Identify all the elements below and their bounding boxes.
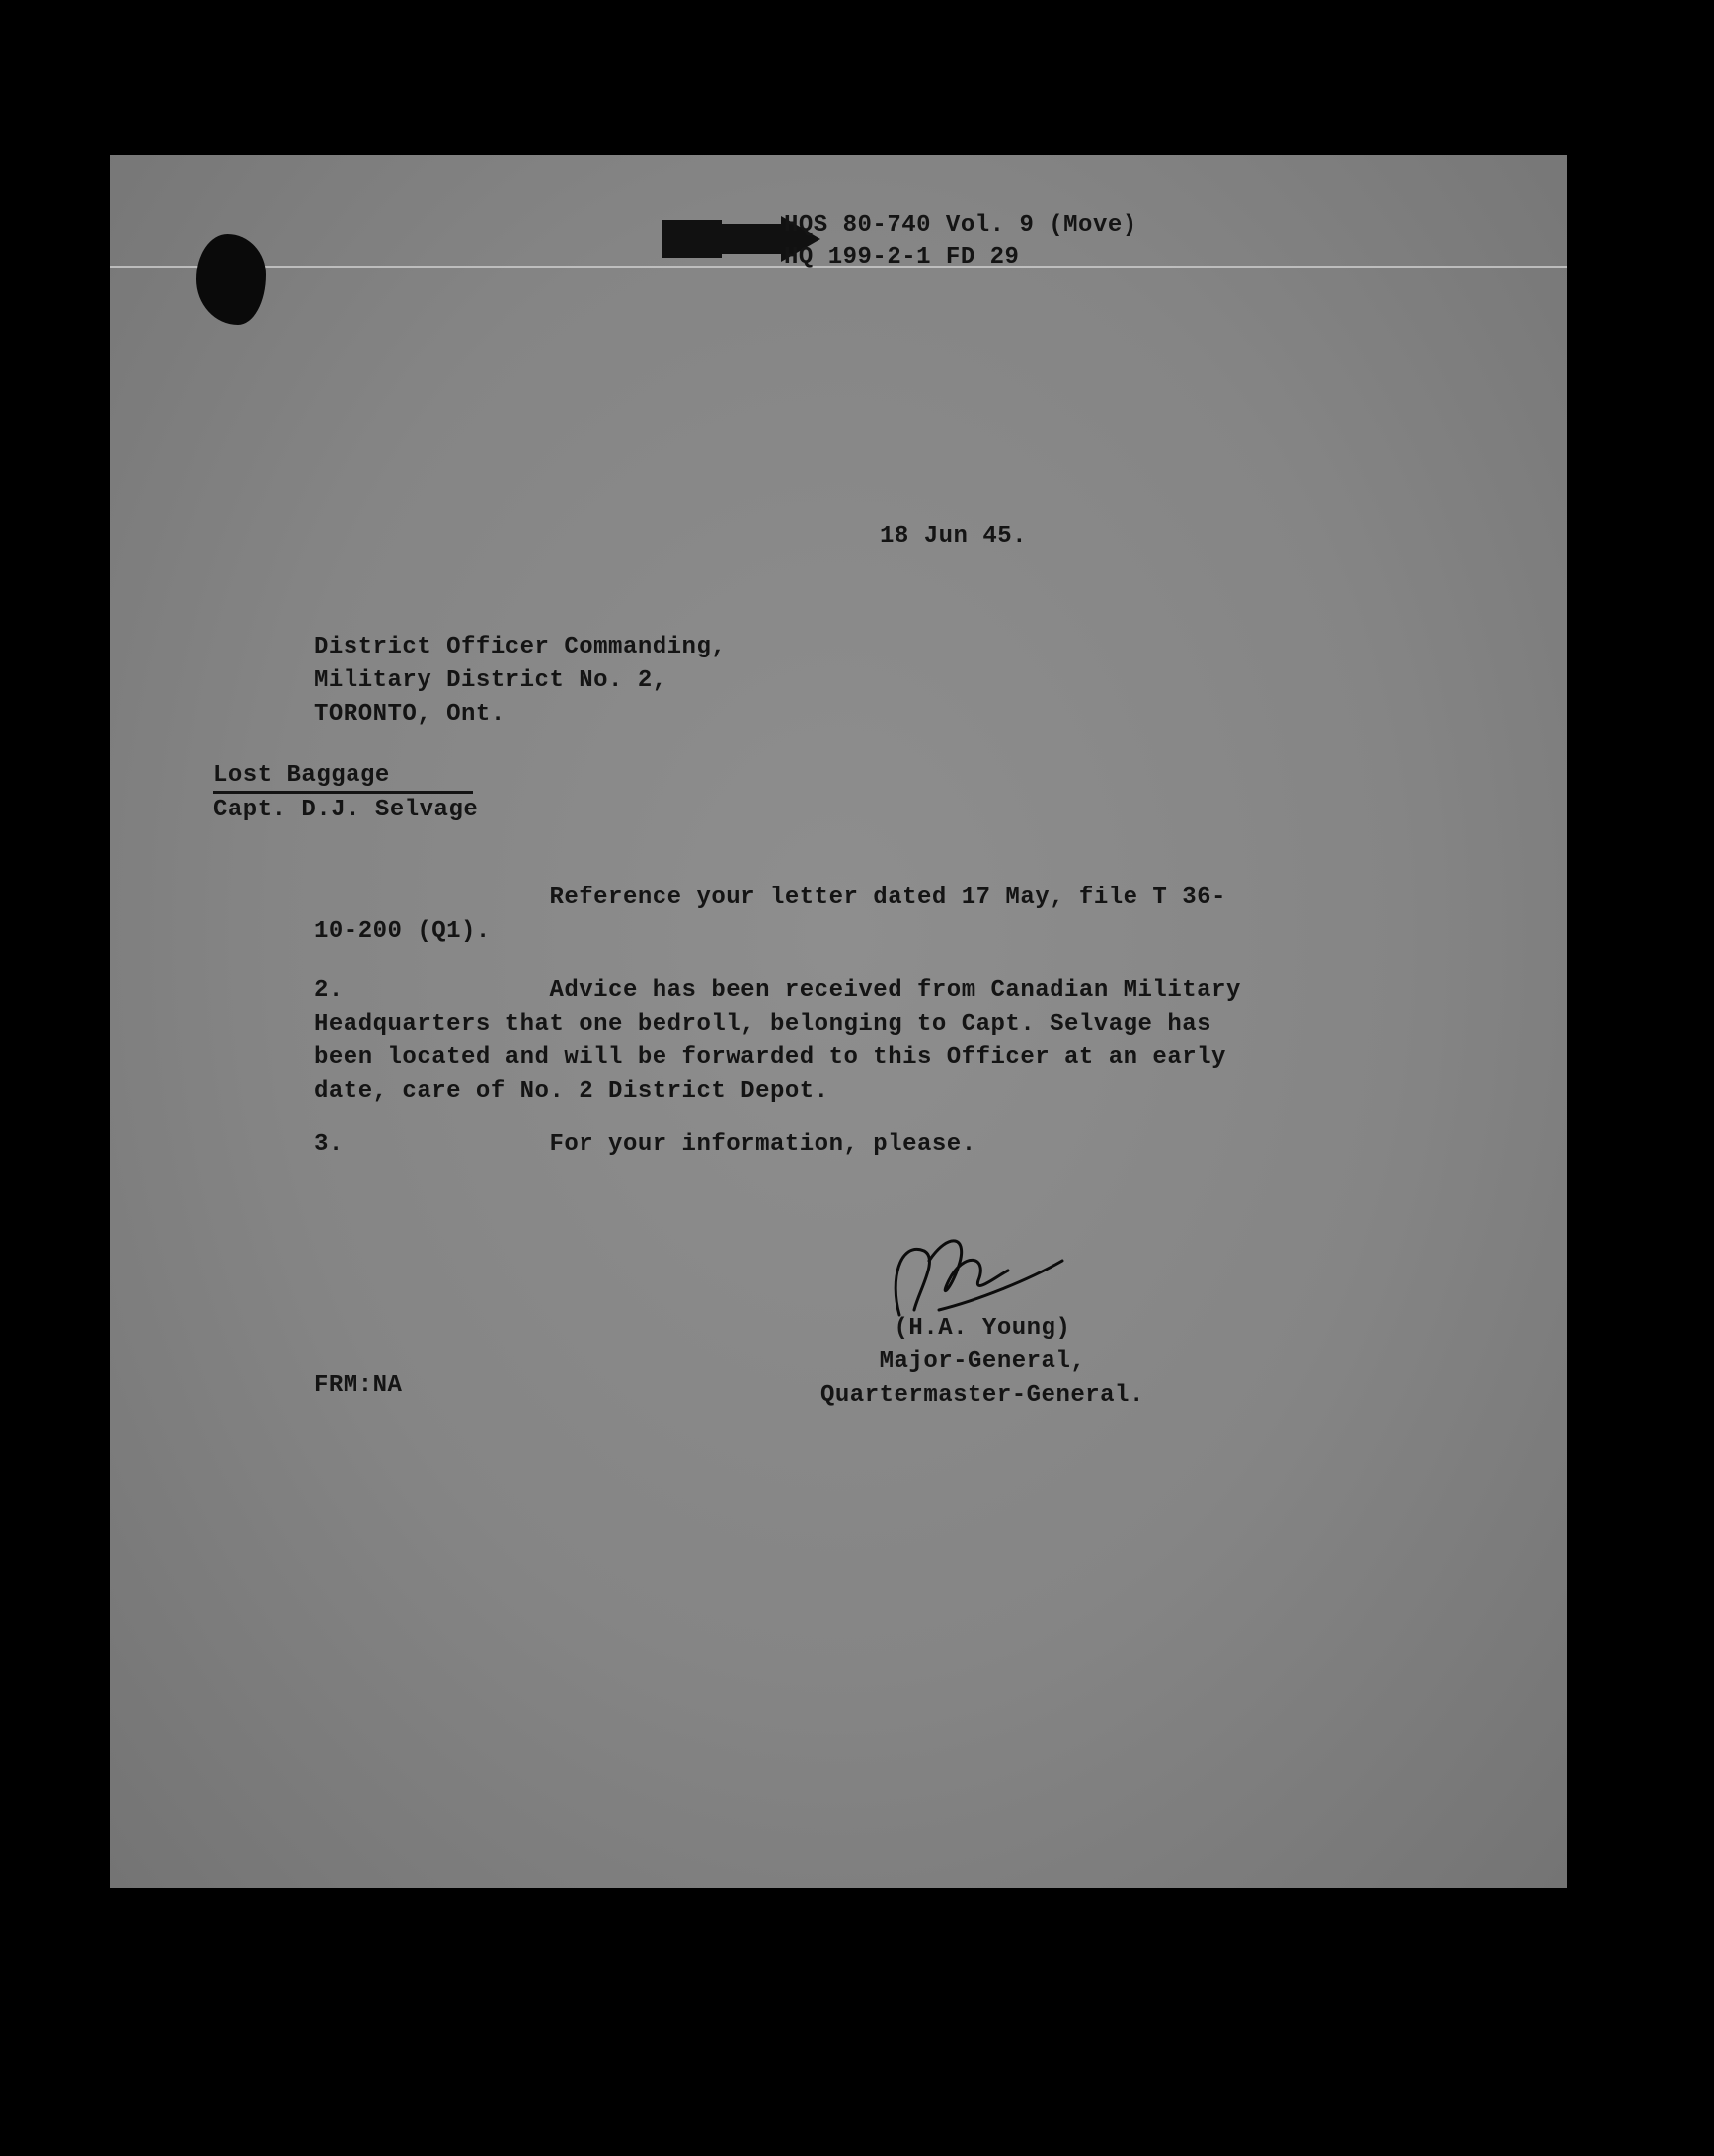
paragraph-2: 2. Advice has been received from Canadian Military Headquarters that one bedroll, belonging to Capt. Selvage has been located and will be forwarded to this Officer at an early date, care of No. 2 District Depot. [314,977,1241,1105]
addressee-line-3: TORONTO, Ont. [314,701,506,728]
addressee-block [314,631,726,732]
signatory-name: (H.A. Young) [894,1315,1071,1342]
file-references [784,210,1137,273]
addressee-line-2: Military District No. 2, [314,667,667,694]
letter-date: 18 Jun 45. [880,523,1028,550]
subject-block [213,759,478,827]
document-page [110,155,1567,1888]
signatory-title: Quartermaster-General. [820,1382,1144,1409]
addressee-line-1: District Officer Commanding, [314,634,727,660]
paragraph-1: Reference your letter dated 17 May, file T 36- 10-200 (Q1). [314,885,1226,945]
paragraph-3: 3. For your information, please. [314,1131,976,1158]
signature-block [820,1312,1144,1413]
ink-stain [196,234,266,325]
reference-initials: FRM:NA [314,1372,403,1399]
file-ref-2: HQ 199-2-1 FD 29 [784,244,1020,270]
file-ref-1: HQS 80-740 Vol. 9 (Move) [784,212,1137,239]
subject-line-2: Capt. D.J. Selvage [213,797,479,823]
subject-line-1: Lost Baggage [213,761,473,794]
signatory-rank: Major-General, [879,1348,1086,1375]
